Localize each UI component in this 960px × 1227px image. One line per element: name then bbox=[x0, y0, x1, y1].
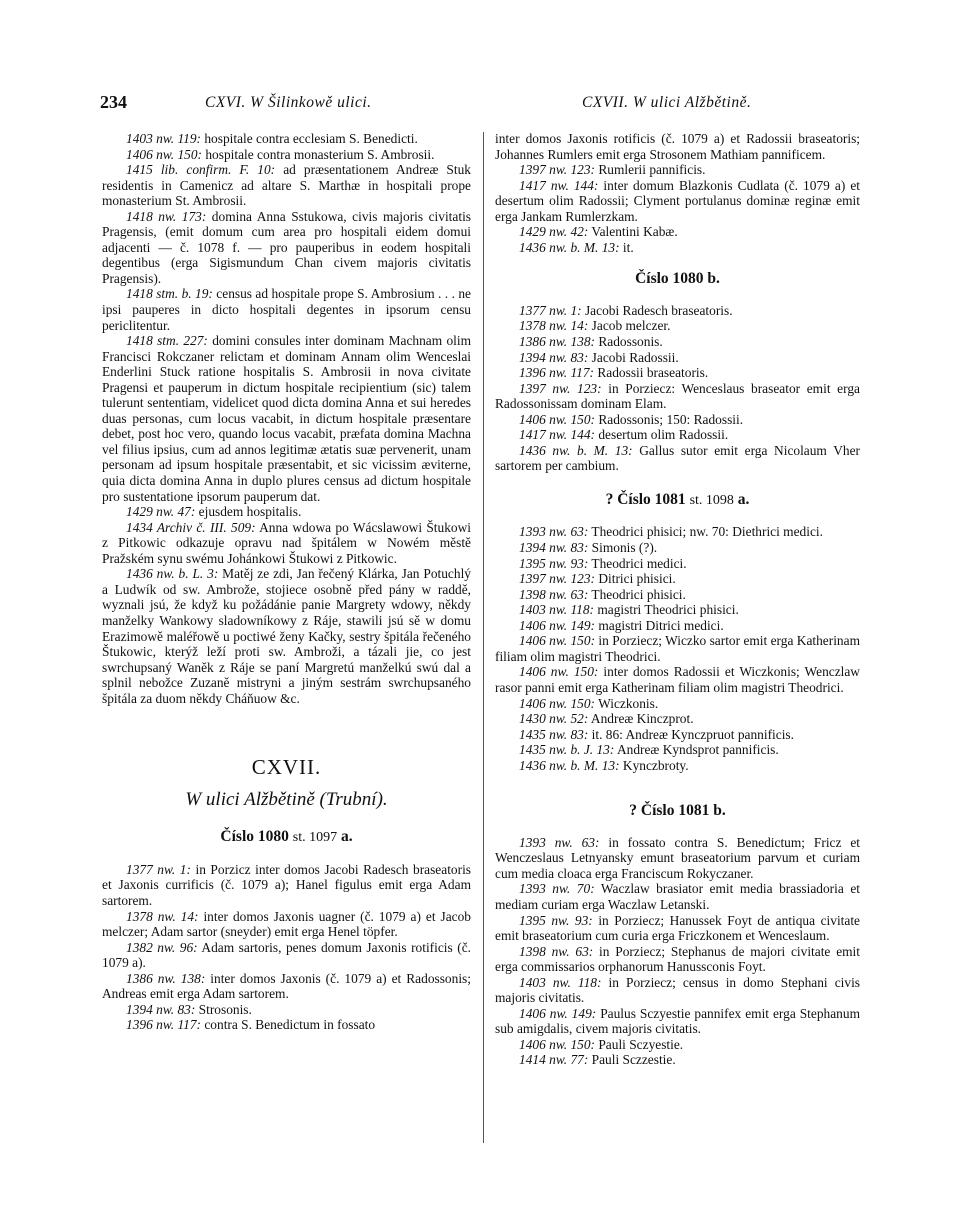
entry bbox=[495, 975, 860, 1006]
entries-1081a bbox=[495, 524, 860, 773]
entry-reference: 1436 nw. b. L. 3: bbox=[126, 566, 219, 582]
entry-text: Pauli Sczyestie. bbox=[595, 1036, 684, 1052]
entry-text: Waczlaw brasiator emit media brassiadoria et mediam curiam erga Waczlaw Letanski. bbox=[495, 881, 860, 912]
entry bbox=[495, 727, 860, 743]
entry bbox=[495, 835, 860, 882]
entry-reference: 1395 nw. 93: bbox=[519, 555, 589, 571]
entry-reference: 1406 nw. 150: bbox=[519, 664, 599, 680]
entry-text: hospitale contra ecclesiam S. Benedicti. bbox=[201, 131, 418, 146]
entry bbox=[495, 696, 860, 712]
section-label: ? Číslo 1081 b. bbox=[629, 802, 726, 820]
entry-text: Andreæ Kinczprot. bbox=[588, 711, 694, 727]
section-suffix: a. bbox=[340, 828, 353, 846]
entry-reference: 1417 nw. 144: bbox=[519, 177, 599, 193]
section-heading-1081b bbox=[495, 803, 860, 819]
entry-reference: 1429 nw. 47: bbox=[126, 504, 196, 520]
entry-text: contra S. Benedictum in fossato bbox=[201, 1017, 376, 1033]
entry-text: census ad hospitale prope S. Ambrosium . . . ne ipsi pauperes in dicto hospitali degentes in ipsorum censu periclitentur. bbox=[102, 286, 471, 333]
entry bbox=[102, 909, 471, 940]
entry-reference: 1429 nw. 42: bbox=[519, 224, 589, 240]
entry-text: Matěj ze zdi, Jan řečený Klárka, Jan Potuchlý a Ludwík od sw. Ambrože, stojiece osobně před pány w raddě, wyznali jsú, že když ku požádánie panie Margrety wdowy, někdy manželky Wankowy sladowníkowy z Ráje, stawili jsú sě w domu Erazimowě maléřowě u poctiwé ženy Kačky, sestry špitála řečeného Štukowic, kterýž leží proti sw. Ambroži, a tázali jie, co jest swrchupsaný Waněk z Ráje se paní Margretú manželkú swú dal a splnil nebožce Zuzaně mistryni a jiným sestrám swrchupsaného špitála za duom někdy Cháňuow &c. bbox=[102, 566, 471, 706]
entry-reference: 1435 nw. b. J. 13: bbox=[519, 742, 615, 758]
entry-text: inter domos Jaxonis uagner (č. 1079 a) et Jacob melczer; Adam sartor (sneyder) emit erga Henel töpfer. bbox=[102, 908, 471, 940]
right-column bbox=[495, 131, 860, 1068]
entry bbox=[495, 633, 860, 664]
entry bbox=[102, 286, 471, 333]
continuation-text: inter domos Jaxonis rotificis (č. 1079 a) et Radossii braseatoris; Johannes Rumlers emit erga Strosonem Mathiam pannificem. bbox=[495, 131, 860, 162]
section-label: Číslo 1080 bbox=[220, 828, 289, 846]
entry-reference: 1403 nw. 118: bbox=[519, 974, 602, 990]
entry bbox=[495, 711, 860, 727]
entry-reference: 1435 nw. 83: bbox=[519, 726, 589, 742]
entry-text: in fossato contra S. Benedictum; Fricz et Wenczeslaus Letnyansky emunt braseatorium parvum et curiam cum media cloaca erga Franciscum Rokyczaner. bbox=[495, 834, 861, 881]
page-header bbox=[100, 92, 875, 114]
entry-text: Jacobi Radossii. bbox=[588, 349, 679, 365]
entry-reference: 1406 nw. 149: bbox=[519, 1005, 597, 1021]
entry-reference: 1397 nw. 123: bbox=[519, 162, 596, 178]
entry bbox=[102, 971, 471, 1002]
entry-text: Radossonis; 150: Radossii. bbox=[595, 411, 744, 427]
entry bbox=[495, 1006, 860, 1037]
entry bbox=[495, 1052, 860, 1068]
entry-text: Theodrici medici. bbox=[588, 555, 687, 571]
running-head-right: CXVII. W ulici Alžbětině. bbox=[582, 94, 752, 111]
entry bbox=[495, 303, 860, 319]
entry-text: inter domos Radossii et Wiczkonis; Wenczlaw rasor panni emit erga Katherinam filiam olim magistri Theodrici. bbox=[495, 664, 860, 695]
entry-text: Kynczbroty. bbox=[619, 757, 689, 773]
entry-reference: 1386 nw. 138: bbox=[126, 970, 206, 986]
entry-reference: 1398 nw. 63: bbox=[519, 943, 594, 959]
entry bbox=[102, 1002, 471, 1018]
section-st: st. 1097 bbox=[292, 830, 338, 846]
entry-text: Valentini Kabæ. bbox=[588, 224, 678, 240]
section-heading-1080b bbox=[495, 271, 860, 287]
section-heading-1081a bbox=[495, 492, 860, 509]
section-suffix: a. bbox=[737, 490, 750, 508]
entry bbox=[495, 162, 860, 178]
entry bbox=[102, 566, 471, 706]
entry-text: Anna wdowa po Wácslawowi Štukowi z Pitkowic odkazuje opravu nad špitálem w Nowém městě Pražském synu swému Johánkowi Štukowi z Pitkowic. bbox=[102, 519, 471, 566]
entry bbox=[495, 318, 860, 334]
entry bbox=[495, 443, 860, 474]
entry-text: Gallus sutor emit erga Nicolaum Vher sartorem per cambium. bbox=[495, 442, 860, 474]
entry-text: Jacobi Radesch braseatoris. bbox=[581, 302, 733, 318]
entry-reference: 1406 nw. 150: bbox=[519, 1036, 596, 1052]
entry-text: it. 86: Andreæ Kynczpruot pannificis. bbox=[588, 726, 794, 742]
section-label: Číslo 1080 b. bbox=[635, 270, 720, 288]
entry bbox=[495, 758, 860, 774]
entry bbox=[102, 520, 471, 567]
entry bbox=[495, 524, 860, 540]
entry-reference: 1403 nw. 119: bbox=[126, 131, 202, 146]
entry-reference: 1436 nw. b. M. 13: bbox=[519, 239, 620, 255]
entry-text: ad præsentationem Andreæ Stuk residentis in Camenicz ad altare S. Marthæ in hospitali prope monasterium St. Ambrosii. bbox=[102, 162, 471, 209]
entry-reference: 1378 nw. 14: bbox=[126, 908, 199, 924]
entry bbox=[102, 333, 471, 504]
entry bbox=[102, 162, 471, 209]
entry-text: Strosonis. bbox=[195, 1001, 252, 1017]
entry-reference: 1377 nw. 1: bbox=[126, 861, 191, 877]
entry-text: magistri Ditrici medici. bbox=[595, 617, 724, 633]
entry-text: in Porziecz; Wiczko sartor emit erga Katherinam filiam olim magistri Theodrici. bbox=[495, 633, 860, 664]
entry-reference: 1406 nw. 150: bbox=[519, 411, 596, 427]
entry-text: hospitale contra monasterium S. Ambrosii. bbox=[202, 146, 435, 162]
entry-text: domini consules inter dominam Machnam olim Francisci Rokczaner relictam et dominam Annam olim Wenceslai Enderlini Stuck ratione hospitalis S. Ambrosii in nova civitate Pragensi et pauperum in dictum hospitale recipientium (sic) talem tulerunt sententiam, videlicet quod dicta domina Anna et sui heredes duas personas, cum locus vacabit, in dictum hospitale præsentare debet, post hoc vero, quando locus vacabit, præfata domina Machna vel filius ipsius, cum ad annos legitimæ ætatis suæ pervenerit, unam personam ad ipsum hospitale præsentabit, et sic vicissim æviterne, quia dicta domina Anna in duplo plures census ad dictum hospitale pro sustentatione ipsorum pauperum dat. bbox=[102, 333, 471, 504]
entry bbox=[495, 350, 860, 366]
entry-reference: 1398 nw. 63: bbox=[519, 586, 589, 602]
running-head-left: CXVI. W Šilinkowě ulici. bbox=[205, 94, 372, 111]
entry-reference: 1414 nw. 77: bbox=[519, 1052, 589, 1068]
entry-reference: 1393 nw. 63: bbox=[519, 524, 589, 540]
entry-reference: 1434 Archiv č. III. 509: bbox=[126, 519, 256, 535]
entry bbox=[495, 540, 860, 556]
entries-1080a bbox=[102, 862, 471, 1033]
entry bbox=[102, 147, 471, 163]
entry-text: inter domos Jaxonis (č. 1079 a) et Radossonis; Andreas emit erga Adam sartorem. bbox=[102, 970, 471, 1002]
entries-continued bbox=[495, 162, 860, 255]
entry-reference: 1406 nw. 150: bbox=[519, 695, 596, 711]
entry-reference: 1406 nw. 149: bbox=[519, 617, 596, 633]
entry-text: Jacob melczer. bbox=[588, 318, 671, 334]
entry-text: Wiczkonis. bbox=[595, 695, 659, 711]
entry-text: Theodrici phisici; nw. 70: Diethrici medici. bbox=[588, 524, 823, 540]
entry-reference: 1406 nw. 150: bbox=[126, 146, 203, 162]
entry-reference: 1436 nw. b. M. 13: bbox=[519, 757, 620, 773]
entry bbox=[495, 742, 860, 758]
entry-reference: 1430 nw. 52: bbox=[519, 711, 589, 727]
entry bbox=[495, 556, 860, 572]
section-heading-1080a bbox=[102, 829, 471, 846]
entry bbox=[495, 1037, 860, 1053]
entry bbox=[495, 224, 860, 240]
entry-reference: 1382 nw. 96: bbox=[126, 939, 198, 955]
entry-text: Paulus Sczyestie pannifex emit erga Stephanum sub amigdalis, civem majoris civitatis. bbox=[495, 1005, 860, 1037]
entry bbox=[495, 587, 860, 603]
entries-chapter-cxvi bbox=[102, 131, 471, 706]
entry bbox=[495, 240, 860, 256]
entry-reference: 1406 nw. 150: bbox=[519, 633, 596, 649]
entry-reference: 1418 nw. 173: bbox=[126, 208, 207, 224]
entry-reference: 1403 nw. 118: bbox=[519, 602, 595, 618]
entry-reference: 1415 lib. confirm. F. 10: bbox=[126, 162, 276, 178]
entry-text: Andreæ Kyndsprot pannificis. bbox=[614, 742, 779, 758]
entry bbox=[495, 944, 860, 975]
entry-reference: 1418 stm. b. 19: bbox=[126, 286, 213, 302]
entry-reference: 1396 nw. 117: bbox=[519, 365, 595, 381]
entry-reference: 1393 nw. 70: bbox=[519, 881, 595, 897]
entry bbox=[102, 209, 471, 287]
entry-reference: 1378 nw. 14: bbox=[519, 318, 589, 334]
entry bbox=[495, 178, 860, 225]
entry-reference: 1397 nw. 123: bbox=[519, 380, 602, 396]
entry-reference: 1417 nw. 144: bbox=[519, 427, 596, 443]
entry-text: desertum olim Radossii. bbox=[595, 427, 729, 443]
entry bbox=[495, 412, 860, 428]
entry-reference: 1395 nw. 93: bbox=[519, 912, 593, 928]
chapter-title: W ulici Alžbětině (Trubní). bbox=[185, 788, 388, 810]
entry-reference: 1394 nw. 83: bbox=[126, 1001, 196, 1017]
entries-1081b bbox=[495, 835, 860, 1068]
entry-text: Radossii braseatoris. bbox=[594, 365, 709, 381]
entry-text: in Porziecz; Hanussek Foyt de antiqua civitate emit braseatorium cum curia erga Friczkonem et Wenceslaum. bbox=[495, 912, 861, 944]
entry bbox=[102, 940, 471, 971]
entry bbox=[102, 862, 471, 909]
entry bbox=[495, 618, 860, 634]
left-column bbox=[102, 131, 471, 1033]
entry-text: Simonis (?). bbox=[588, 540, 658, 556]
entry bbox=[495, 602, 860, 618]
entry bbox=[102, 504, 471, 520]
chapter-number: CXVII. bbox=[251, 755, 322, 780]
entry-text: Radossonis. bbox=[595, 334, 663, 350]
entry-text: domina Anna Sstukowa, civis majoris civitatis Pragensis, (emit domum cum area pro hospitali eidem domui adjacenti — č. 1078 f. — pro pauperibus in eodem hospitali degentibus (erga Sigismundum Chan civem majoris civitatis Pragensis). bbox=[102, 208, 471, 286]
section-label: ? Číslo 1081 bbox=[605, 490, 686, 508]
entry-reference: 1418 stm. 227: bbox=[126, 333, 208, 349]
entry-reference: 1436 nw. b. M. 13: bbox=[519, 442, 633, 458]
entry-text: in Porziecz; census in domo Stephani civis majoris civitatis. bbox=[495, 974, 860, 1006]
entry bbox=[102, 131, 471, 147]
entry-text: magistri Theodrici phisici. bbox=[594, 602, 739, 618]
entry-reference: 1397 nw. 123: bbox=[519, 571, 596, 587]
entry-text: ejusdem hospitalis. bbox=[195, 504, 302, 520]
entry-reference: 1393 nw. 63: bbox=[519, 834, 600, 850]
entry-reference: 1386 nw. 138: bbox=[519, 334, 596, 350]
entry bbox=[495, 881, 860, 912]
entry bbox=[495, 571, 860, 587]
entry-text: Rumlerii pannificis. bbox=[595, 162, 706, 178]
entry-text: in Porzicz inter domos Jacobi Radesch braseatoris et Jaxonis currificis (č. 1079 a); Hanel figulus emit erga Adam sartorem. bbox=[102, 861, 471, 908]
entry bbox=[495, 664, 860, 695]
entry-text: it. bbox=[619, 239, 634, 255]
entry bbox=[495, 334, 860, 350]
entry-text: in Porziecz: Wenceslaus braseator emit erga Radossonissam dominam Elam. bbox=[495, 380, 860, 412]
entry bbox=[495, 381, 860, 412]
entry-text: Ditrici phisici. bbox=[595, 571, 676, 587]
entry-text: Adam sartoris, penes domum Jaxonis rotificis (č. 1079 a). bbox=[102, 939, 471, 971]
page-number: 234 bbox=[100, 92, 127, 112]
entry-text: Theodrici phisici. bbox=[588, 586, 686, 602]
entry bbox=[495, 427, 860, 443]
entry-text: in Porziecz; Stephanus de majori civitate emit erga commissarios orphanorum Hanussconis Foyt. bbox=[495, 943, 860, 975]
section-st: st. 1098 bbox=[689, 492, 734, 508]
entry-reference: 1396 nw. 117: bbox=[126, 1017, 202, 1033]
entry bbox=[495, 365, 860, 381]
entry bbox=[102, 1017, 471, 1033]
entry-reference: 1377 nw. 1: bbox=[519, 302, 582, 318]
entry-text: Pauli Sczzestie. bbox=[588, 1052, 676, 1068]
entries-1080b bbox=[495, 303, 860, 474]
entry bbox=[495, 913, 860, 944]
entry-reference: 1394 nw. 83: bbox=[519, 540, 589, 556]
entry-reference: 1394 nw. 83: bbox=[519, 349, 589, 365]
entry-text: inter domum Blazkonis Cudlata (č. 1079 a) et desertum olim Radossii; Clyment portulanus dominæ reginæ emit erga Jankam Rumlerzkam. bbox=[495, 177, 860, 224]
column-divider bbox=[483, 132, 484, 1143]
